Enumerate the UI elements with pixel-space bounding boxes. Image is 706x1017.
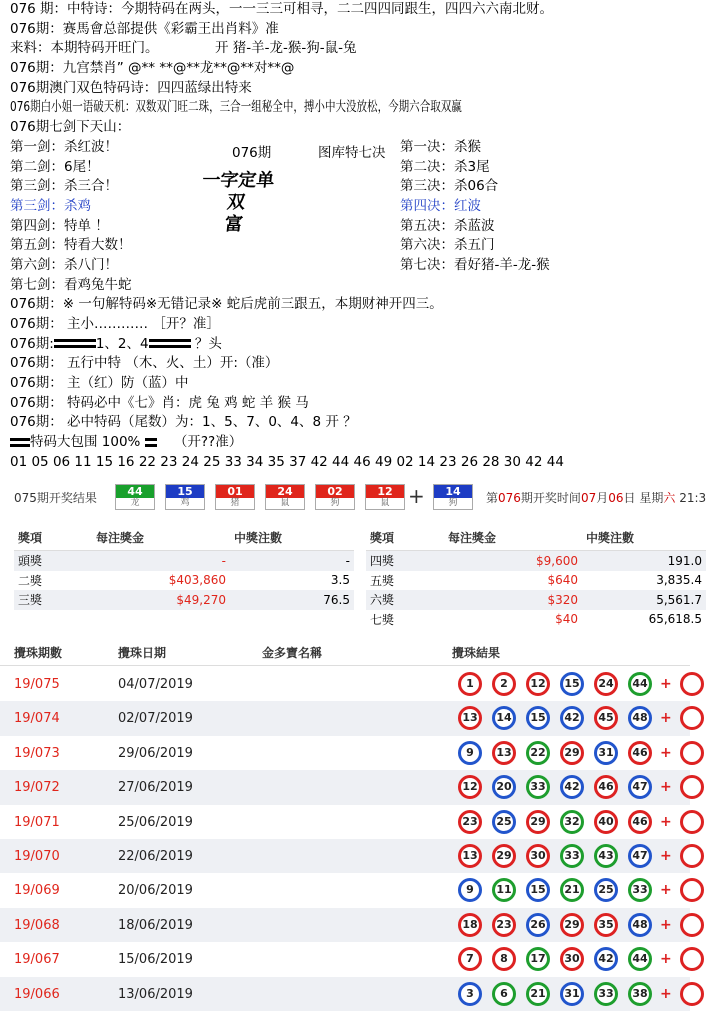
draw-ball: 15 [526, 878, 550, 902]
mid-title: 图库特七决 [318, 145, 386, 161]
history-row [0, 942, 690, 976]
draw-period[interactable]: 19/072 [14, 780, 60, 796]
draw-period[interactable]: 19/075 [14, 677, 60, 692]
bars-mark [149, 339, 191, 348]
special-ball-clipped [680, 913, 704, 937]
draw-ball: 33 [594, 982, 618, 1006]
draw-ball: 21 [560, 878, 584, 902]
draw-ball: 23 [492, 913, 516, 937]
sword-line: 第三剑：杀鸡 第四决：红波 [10, 197, 481, 214]
draw-ball: 7 [458, 947, 482, 971]
special-ball-clipped [680, 672, 704, 696]
tip-line: 076期： 必中特码（尾数）为：1、5、7、0、4、8 开 ？ [10, 414, 357, 431]
draw-ball: 43 [594, 844, 618, 868]
draw-ball: 1 [458, 672, 482, 696]
draw-ball: 15 [560, 672, 584, 696]
prediction-text-block [10, 0, 690, 473]
draw-period[interactable]: 19/074 [14, 711, 60, 727]
plus-icon: + [408, 484, 425, 508]
draw-period[interactable]: 19/073 [14, 745, 60, 761]
tip-line: 076期： 特码必中《七》肖：虎 兔 鸡 蛇 羊 猴 马 [10, 394, 309, 411]
draw-period[interactable]: 19/066 [14, 986, 60, 1002]
draw-ball: 9 [458, 878, 482, 902]
tip-line: 特码大包围 100% （开??准） [10, 433, 690, 453]
draw-period[interactable]: 19/070 [14, 849, 60, 864]
draw-date: 02/07/2019 [118, 711, 193, 727]
sword-line: 第五剑：特看大数！ 第六决：杀五门 [10, 237, 495, 254]
tip-line: 076期： 主（红）防（蓝）中 [10, 375, 189, 392]
draw-period[interactable]: 19/067 [14, 952, 60, 968]
special-ball-clipped [680, 810, 704, 834]
prize-row: 頭獎 - - [14, 551, 354, 571]
sword-line: 第一剑：杀红波！ 第一决：杀猴 [10, 138, 481, 155]
draw-ball: 45 [594, 706, 618, 730]
history-row [0, 701, 690, 735]
draw-ball: 14 [492, 706, 516, 730]
prize-row: 二獎 $403,860 3.5 [18, 573, 350, 588]
draw-date: 22/06/2019 [118, 849, 193, 864]
draw-ball: 44 [628, 947, 652, 971]
plus-icon: + [660, 710, 672, 727]
special-ball-clipped [680, 775, 704, 799]
history-row [0, 977, 690, 1011]
special-ball: 14 狗 [433, 484, 473, 510]
draw-ball: 48 [628, 706, 652, 730]
plus-icon: + [660, 676, 672, 692]
draw-ball: 12 [458, 775, 482, 799]
prize-row: 三獎 $49,270 76.5 [14, 590, 354, 610]
tip-line: 第七剑：看鸡兔牛蛇 [10, 276, 132, 293]
plus-icon: + [660, 916, 672, 933]
result-label: 075期开奖结果 [14, 491, 97, 505]
special-ball-clipped [680, 878, 704, 902]
draw-ball: 29 [526, 810, 550, 834]
result-bar [0, 480, 706, 512]
draw-ball: 11 [492, 878, 516, 902]
plus-icon: + [660, 951, 672, 968]
history-row [0, 736, 690, 770]
draw-date: 15/06/2019 [118, 952, 193, 968]
draw-ball: 12 [526, 672, 550, 696]
sword-line: 第四剑：特单 ！ 第五决：杀蓝波 [10, 217, 495, 234]
draw-ball: 23 [458, 810, 482, 834]
history-row [0, 908, 690, 942]
calligraphy-image: 一字定单双 富 [201, 170, 276, 235]
result-ball: 24 鼠 [265, 484, 305, 510]
draw-ball: 3 [458, 982, 482, 1006]
draw-ball: 30 [526, 844, 550, 868]
draw-date: 29/06/2019 [118, 745, 193, 761]
tip-line: 076期：赛馬會总部提供《彩霸王出肖料》准 [10, 20, 279, 37]
draw-ball: 33 [560, 844, 584, 868]
draw-ball: 24 [594, 672, 618, 696]
plus-icon: + [660, 985, 672, 1002]
draw-ball: 42 [594, 947, 618, 971]
sword-line: 第二剑：6尾！ 第二决：杀3尾 [10, 158, 490, 175]
draw-ball: 17 [526, 947, 550, 971]
sword-line: 第六剑：杀八门！ 第七决：看好猪-羊-龙-猴 [10, 256, 550, 273]
bars-mark [10, 438, 30, 447]
draw-ball: 42 [560, 706, 584, 730]
tip-line: 076期七剑下天山： [10, 119, 131, 136]
history-header: 攪珠期數 攪珠日期 金多寶名稱 攪珠結果 [0, 637, 690, 666]
draw-ball: 20 [492, 775, 516, 799]
draw-ball: 26 [526, 913, 550, 937]
draw-ball: 30 [560, 947, 584, 971]
draw-date: 04/07/2019 [118, 677, 193, 692]
draw-ball: 35 [594, 913, 618, 937]
plus-icon: + [660, 744, 672, 761]
draw-ball: 15 [526, 706, 550, 730]
bars-mark [145, 438, 157, 447]
special-ball-clipped [680, 741, 704, 765]
draw-period[interactable]: 19/071 [14, 814, 60, 830]
draw-ball: 22 [526, 741, 550, 765]
draw-ball: 33 [628, 878, 652, 902]
sword-line: 第三剑：杀三合！ 第三决：杀06合 [10, 178, 499, 195]
plus-icon: + [660, 848, 672, 864]
draw-ball: 25 [594, 878, 618, 902]
draw-ball: 44 [628, 672, 652, 696]
prize-row: 五獎 $640 3,835.4 [370, 573, 702, 588]
special-ball-clipped [680, 844, 704, 868]
draw-ball: 25 [492, 810, 516, 834]
draw-ball: 9 [458, 741, 482, 765]
special-ball-clipped [680, 706, 704, 730]
draw-ball: 32 [560, 810, 584, 834]
draw-ball: 47 [628, 844, 652, 868]
bars-mark [54, 339, 96, 348]
prize-table-right: 獎項 每注獎金 中獎注數 四獎 $9,600 191.0 五獎 $640 3,835.4 六獎 $320 5,561.7 七獎 $40 65,618.5 [366, 524, 706, 629]
draw-date: 18/06/2019 [118, 917, 193, 933]
result-ball: 02 狗 [315, 484, 355, 510]
history-row [0, 873, 690, 907]
draw-ball: 8 [492, 947, 516, 971]
draw-ball: 31 [594, 741, 618, 765]
result-ball: 01 猪 [215, 484, 255, 510]
tip-line: 076期： 主小………… ［开？准］ [10, 316, 220, 332]
draw-ball: 40 [594, 810, 618, 834]
next-draw-info: 第076期开奖时间07月06日 星期六 21:3 [486, 491, 706, 505]
prize-row: 四獎 $9,600 191.0 [366, 551, 706, 571]
draw-ball: 46 [594, 775, 618, 799]
history-row [0, 805, 690, 839]
plus-icon: + [660, 779, 672, 796]
tip-line: 076期：※ 一句解特码※无错记录※ 蛇后虎前三跟五，本期财神开四三。 [10, 296, 443, 313]
mid-period: 076期 [232, 145, 272, 161]
plus-icon: + [660, 813, 672, 830]
draw-ball: 18 [458, 913, 482, 937]
draw-ball: 21 [526, 982, 550, 1006]
tip-line: 076期澳门双色特码诗：四四蓝绿出特来 [10, 79, 252, 96]
draw-period[interactable]: 19/068 [14, 917, 60, 933]
prize-table-left: 獎項 每注獎金 中獎注數 頭獎 - - 二獎 $403,860 3.5 三獎 $49,270 76.5 [14, 524, 354, 610]
tip-line: 076期：九宫禁肖” @** **@**龙**@**对**@ [10, 60, 295, 77]
draw-ball: 13 [458, 706, 482, 730]
tip-line: 01 05 06 11 15 16 22 23 24 25 33 34 35 37 42 44 46 49 02 14 23 26 28 30 42 44 [10, 453, 564, 470]
draw-date: 27/06/2019 [118, 780, 193, 796]
draw-ball: 48 [628, 913, 652, 937]
history-row [0, 770, 690, 804]
history-row [0, 839, 690, 873]
result-ball: 12 鼠 [365, 484, 405, 510]
draw-ball: 29 [560, 741, 584, 765]
plus-icon: + [660, 882, 672, 899]
history-row [0, 667, 690, 701]
draw-ball: 29 [560, 913, 584, 937]
draw-ball: 33 [526, 775, 550, 799]
draw-ball: 2 [492, 672, 516, 696]
tip-line: 076期白小姐一语破天机：双数双门旺二珠，三合一组秘全中，搏小中大没放松，今期六合取双赢 [10, 99, 462, 116]
tip-line: 来料：本期特码开旺门。 开 猪-羊-龙-猴-狗-鼠-兔 [10, 40, 357, 57]
draw-ball: 46 [628, 741, 652, 765]
draw-date: 13/06/2019 [118, 986, 193, 1002]
draw-ball: 6 [492, 982, 516, 1006]
result-ball: 15 鸡 [165, 484, 205, 510]
prize-row: 七獎 $40 65,618.5 [370, 612, 702, 627]
draw-ball: 47 [628, 775, 652, 799]
tip-line: 076 期：中特诗：今期特码在两头，一一三三可相寻，二二四四同跟生，四四六六南北财。 [10, 1, 554, 17]
draw-date: 20/06/2019 [118, 883, 193, 899]
prize-row: 六獎 $320 5,561.7 [366, 590, 706, 610]
tip-line: 076期： 五行中特 （木、火、土）开:（准） [10, 355, 279, 372]
draw-ball: 42 [560, 775, 584, 799]
draw-ball: 13 [458, 844, 482, 868]
draw-ball: 38 [628, 982, 652, 1006]
special-ball-clipped [680, 947, 704, 971]
result-ball: 44 龙 [115, 484, 155, 510]
draw-ball: 31 [560, 982, 584, 1006]
special-ball-clipped [680, 982, 704, 1006]
draw-ball: 13 [492, 741, 516, 765]
draw-ball: 46 [628, 810, 652, 834]
draw-period[interactable]: 19/069 [14, 883, 60, 899]
draw-date: 25/06/2019 [118, 814, 193, 830]
tip-line: 076期: 1、2、4 ？头 [10, 335, 222, 352]
draw-ball: 29 [492, 844, 516, 868]
